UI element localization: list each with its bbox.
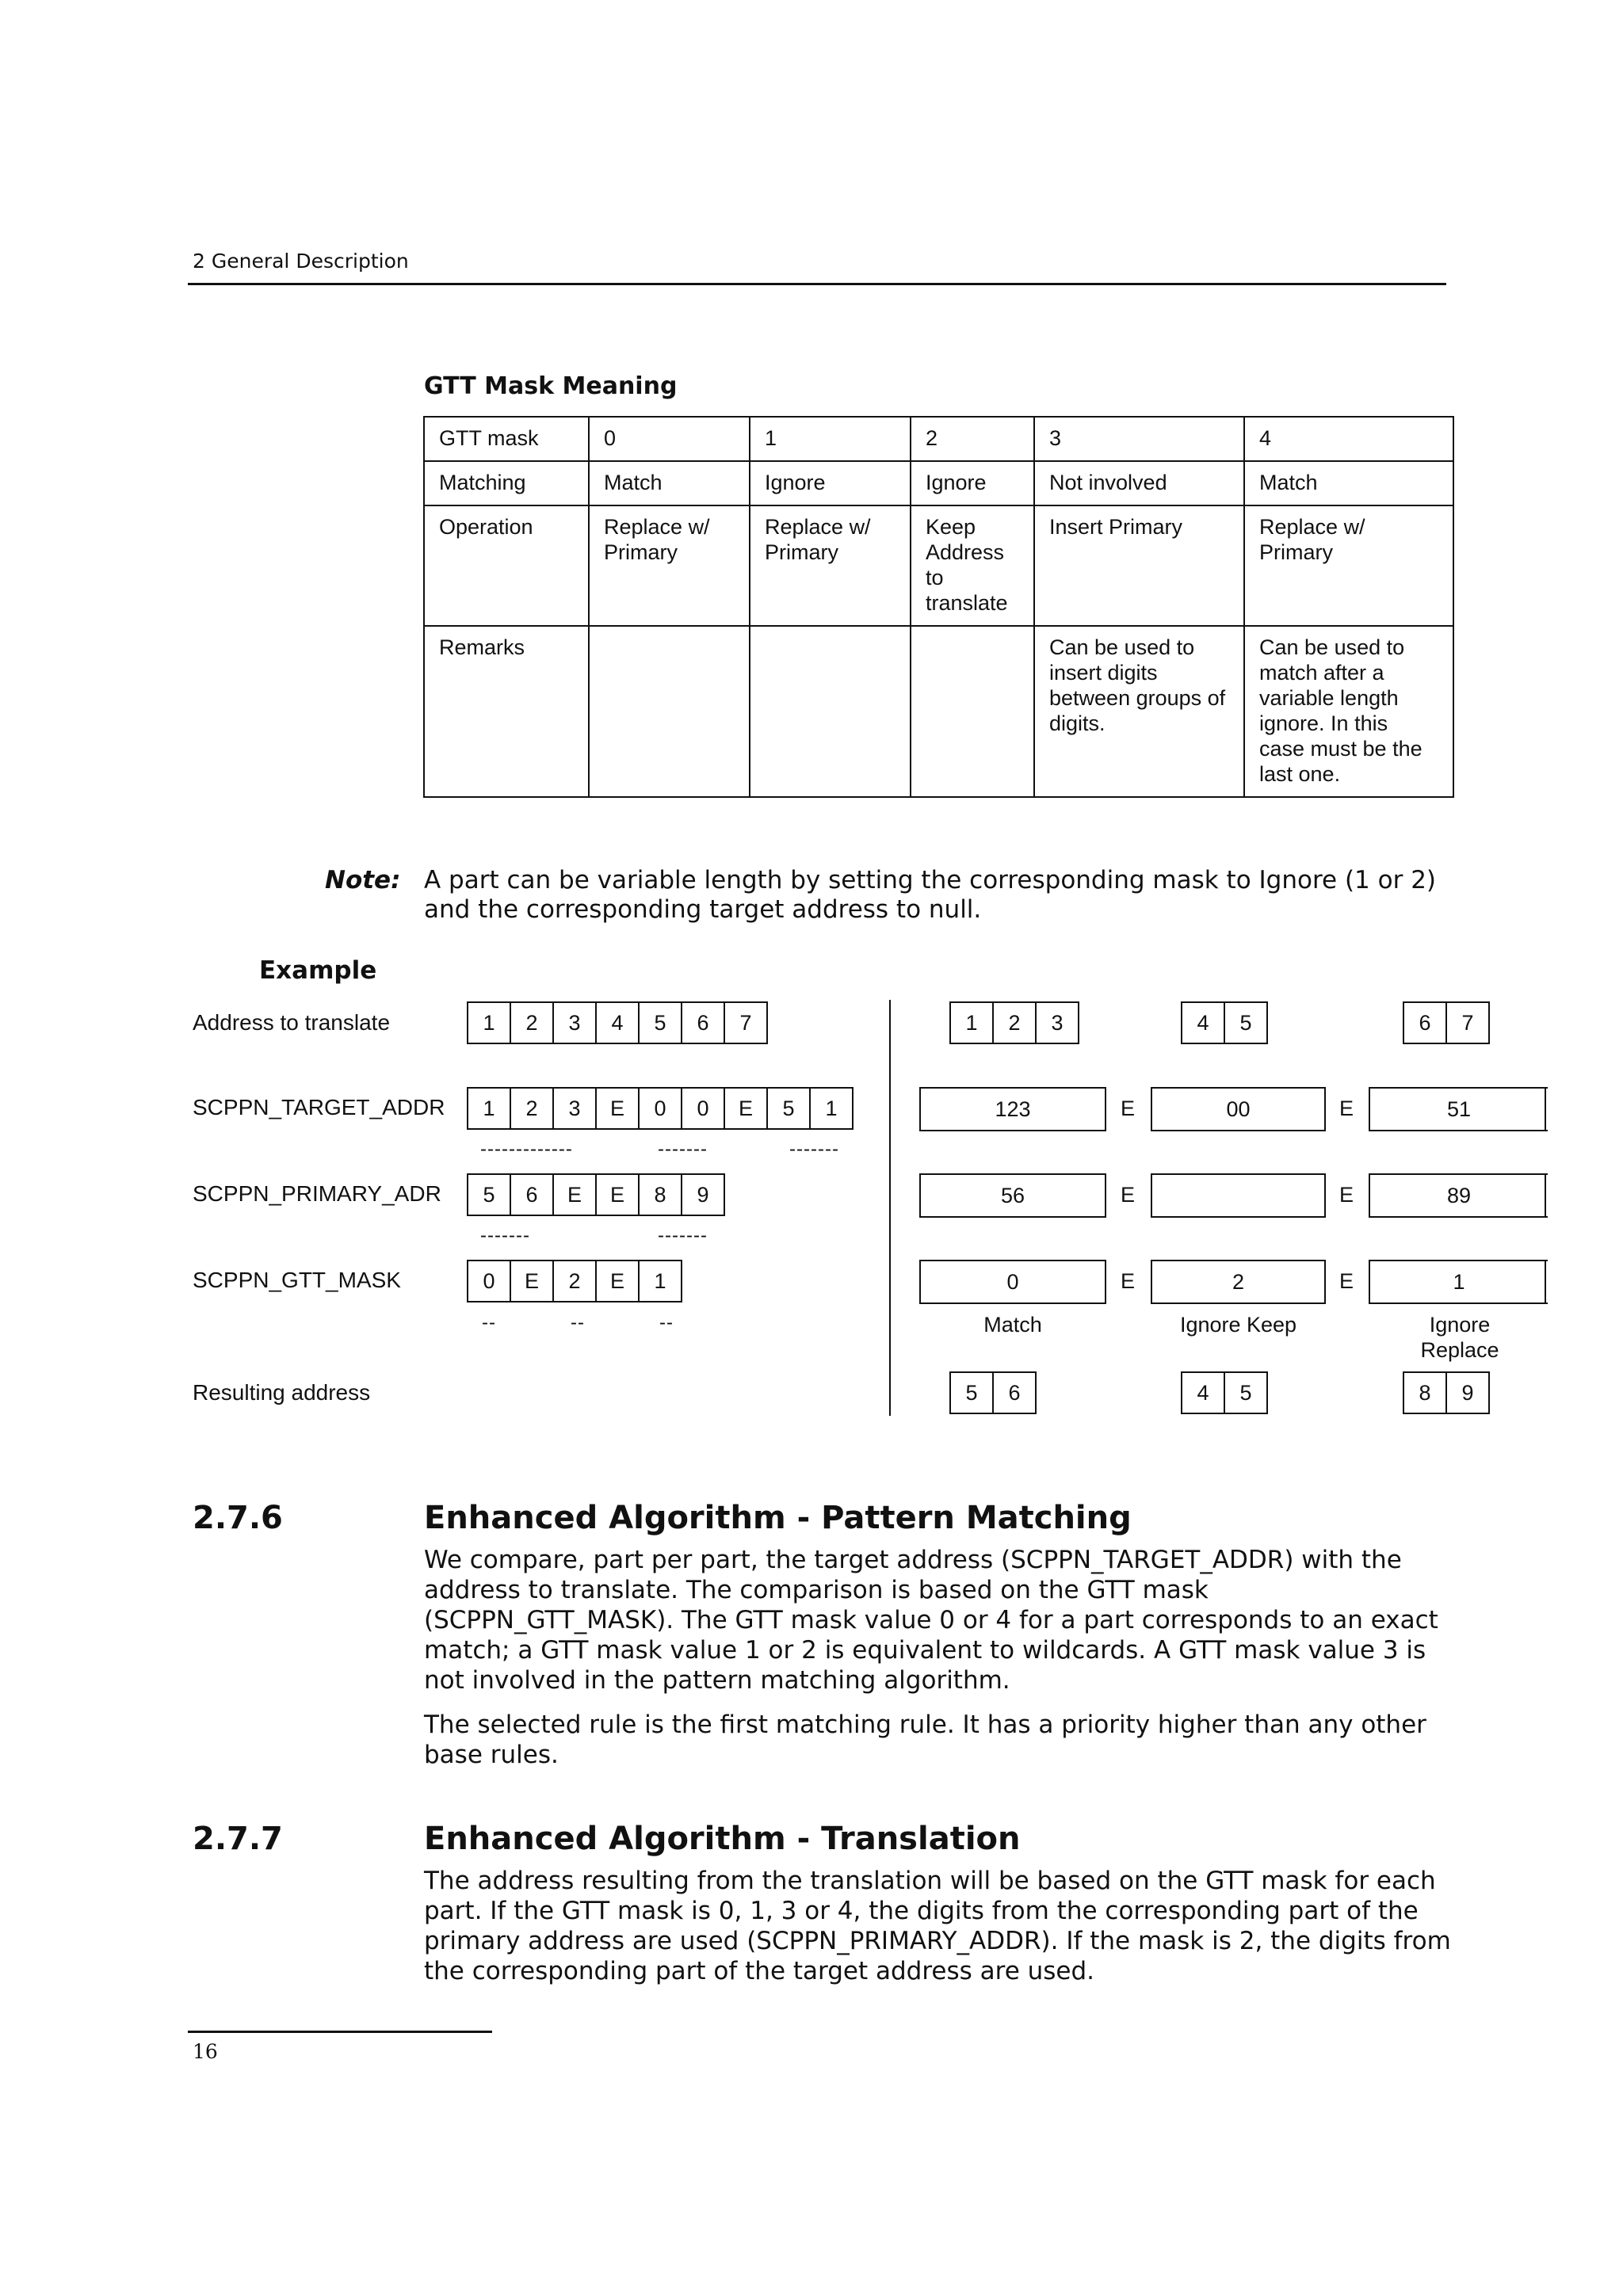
table-cell: Replace w/ Primary bbox=[589, 505, 750, 626]
digit-cell: 1 bbox=[467, 1087, 511, 1130]
section-paragraph: The address resulting from the translation will be based on the GTT mask for each part. If the GTT mask is 0, 1, 3 or 4, the digits from the corresponding part of the primary address are used (SCPPN_PRIMARY_ADDR). If the mask is 2, the digits from the corresponding part of the target address are used. bbox=[424, 1867, 1451, 1985]
digit-cell: 5 bbox=[467, 1173, 511, 1216]
part1-mask: 0 bbox=[919, 1260, 1106, 1304]
digit-cell: 6 bbox=[510, 1173, 554, 1216]
mask-digits bbox=[467, 1260, 682, 1302]
digit-cell: 6 bbox=[992, 1371, 1037, 1414]
digit-cell: 3 bbox=[1035, 1001, 1079, 1044]
example-divider bbox=[889, 1000, 891, 1416]
table-cell: Can be used to insert digits between groups of digits. bbox=[1034, 626, 1244, 797]
section-number: 2.7.6 bbox=[193, 1500, 283, 1536]
section-title: Enhanced Algorithm - Translation bbox=[424, 1821, 1021, 1857]
table-cell: 1 bbox=[750, 417, 911, 461]
section-title: Enhanced Algorithm - Pattern Matching bbox=[424, 1500, 1132, 1536]
digit-cell: 2 bbox=[510, 1001, 554, 1044]
digit-cell: E bbox=[595, 1173, 640, 1216]
digit-cell: 8 bbox=[638, 1173, 682, 1216]
table-cell: Match bbox=[1244, 461, 1453, 505]
mask-dash: -- bbox=[571, 1312, 585, 1333]
digit-cell: 4 bbox=[595, 1001, 640, 1044]
separator: E bbox=[1339, 1269, 1354, 1293]
digit-cell: 2 bbox=[510, 1087, 554, 1130]
table-cell: Match bbox=[589, 461, 750, 505]
row-label-target: SCPPN_TARGET_ADDR bbox=[193, 1095, 445, 1119]
digit-cell: E bbox=[552, 1173, 597, 1216]
table-cell: Replace w/ Primary bbox=[750, 505, 911, 626]
digit-cell: 4 bbox=[1181, 1001, 1225, 1044]
table-title: GTT Mask Meaning bbox=[424, 372, 678, 400]
table-cell: Operation bbox=[424, 505, 589, 626]
digit-cell: 8 bbox=[1403, 1371, 1447, 1414]
part1-target: 123 bbox=[919, 1087, 1106, 1131]
gtt-mask-table bbox=[423, 416, 1454, 798]
digit-cell: E bbox=[510, 1260, 554, 1302]
digit-cell: E bbox=[595, 1260, 640, 1302]
part3-mask: 1 bbox=[1369, 1260, 1548, 1304]
target-dash: ------- bbox=[789, 1138, 839, 1160]
separator: E bbox=[1339, 1097, 1354, 1120]
part1-result bbox=[949, 1371, 1037, 1414]
digit-cell: 2 bbox=[992, 1001, 1037, 1044]
separator: E bbox=[1121, 1183, 1136, 1207]
table-cell: GTT mask bbox=[424, 417, 589, 461]
digit-cell: 5 bbox=[949, 1371, 994, 1414]
primary-dash: ------- bbox=[480, 1225, 530, 1246]
part1-address bbox=[949, 1001, 1079, 1044]
primary-dash: ------- bbox=[658, 1225, 708, 1246]
running-header: 2 General Description bbox=[193, 250, 409, 273]
row-label-result: Resulting address bbox=[193, 1380, 371, 1405]
separator: E bbox=[1121, 1269, 1136, 1293]
table-cell: Insert Primary bbox=[1034, 505, 1244, 626]
example-label: Example bbox=[259, 956, 377, 985]
digit-cell: 3 bbox=[552, 1087, 597, 1130]
part1-caption: Match bbox=[983, 1313, 1042, 1337]
table-row bbox=[424, 461, 1453, 505]
page-number: 16 bbox=[193, 2040, 218, 2063]
digit-cell: 1 bbox=[809, 1087, 854, 1130]
table-cell: Remarks bbox=[424, 626, 589, 797]
part3-primary: 89 bbox=[1369, 1173, 1548, 1218]
note-label: Note: bbox=[325, 866, 401, 894]
header-rule bbox=[188, 283, 1446, 285]
table-cell: 4 bbox=[1244, 417, 1453, 461]
digit-cell: 0 bbox=[681, 1087, 725, 1130]
target-dash: ------- bbox=[658, 1138, 708, 1160]
table-row bbox=[424, 505, 1453, 626]
table-cell: 0 bbox=[589, 417, 750, 461]
digit-cell: 9 bbox=[1445, 1371, 1490, 1414]
digit-cell: 7 bbox=[1445, 1001, 1490, 1044]
part3-caption: Ignore Replace bbox=[1420, 1313, 1499, 1362]
separator: E bbox=[1121, 1097, 1136, 1120]
digit-cell: 1 bbox=[467, 1001, 511, 1044]
digit-cell: E bbox=[595, 1087, 640, 1130]
address-digits bbox=[467, 1001, 768, 1044]
note-text: A part can be variable length by setting the corresponding mask to Ignore (1 or 2) and the corresponding target address to null. bbox=[424, 866, 1437, 924]
digit-cell: 7 bbox=[724, 1001, 768, 1044]
table-cell: Keep Address to translate bbox=[911, 505, 1034, 626]
table-cell bbox=[750, 626, 911, 797]
table-cell bbox=[589, 626, 750, 797]
digit-cell: 6 bbox=[681, 1001, 725, 1044]
table-cell: 3 bbox=[1034, 417, 1244, 461]
box-edge bbox=[1545, 1087, 1546, 1131]
target-dash: ------------- bbox=[480, 1138, 573, 1160]
section-number: 2.7.7 bbox=[193, 1821, 283, 1857]
box-edge bbox=[1545, 1173, 1546, 1218]
table-cell bbox=[911, 626, 1034, 797]
digit-cell: 5 bbox=[1224, 1371, 1268, 1414]
part1-primary: 56 bbox=[919, 1173, 1106, 1218]
digit-cell: 5 bbox=[1224, 1001, 1268, 1044]
target-digits bbox=[467, 1087, 854, 1130]
section-paragraph: The selected rule is the first matching rule. It has a priority higher than any other base rules. bbox=[424, 1711, 1426, 1769]
part2-primary bbox=[1151, 1173, 1326, 1218]
row-label-primary: SCPPN_PRIMARY_ADR bbox=[193, 1181, 441, 1206]
table-cell: Can be used to match after a variable length ignore. In this case must be the last one. bbox=[1244, 626, 1453, 797]
table-cell: 2 bbox=[911, 417, 1034, 461]
digit-cell: 9 bbox=[681, 1173, 725, 1216]
part2-mask: 2 bbox=[1151, 1260, 1326, 1304]
mask-dash: -- bbox=[659, 1312, 674, 1333]
table-cell: Ignore bbox=[750, 461, 911, 505]
part3-target: 51 bbox=[1369, 1087, 1548, 1131]
part2-result bbox=[1181, 1371, 1268, 1414]
digit-cell: 4 bbox=[1181, 1371, 1225, 1414]
digit-cell: 6 bbox=[1403, 1001, 1447, 1044]
part2-address bbox=[1181, 1001, 1268, 1044]
table-cell: Matching bbox=[424, 461, 589, 505]
digit-cell: 2 bbox=[552, 1260, 597, 1302]
digit-cell: 3 bbox=[552, 1001, 597, 1044]
mask-dash: -- bbox=[482, 1312, 496, 1333]
digit-cell: 1 bbox=[949, 1001, 994, 1044]
part3-address bbox=[1403, 1001, 1490, 1044]
digit-cell: 1 bbox=[638, 1260, 682, 1302]
table-row bbox=[424, 417, 1453, 461]
table-cell: Not involved bbox=[1034, 461, 1244, 505]
row-label-mask: SCPPN_GTT_MASK bbox=[193, 1268, 401, 1292]
part2-caption: Ignore Keep bbox=[1179, 1313, 1297, 1337]
section-paragraph: We compare, part per part, the target address (SCPPN_TARGET_ADDR) with the address to translate. The comparison is based on the GTT mask (SCPPN_GTT_MASK). The GTT mask value 0 or 4 for a part corresponds to an exact match; a GTT mask value 1 or 2 is equivalent to wildcards. A GTT mask value 3 is not involved in the pattern matching algorithm. bbox=[424, 1546, 1438, 1695]
part3-result bbox=[1403, 1371, 1490, 1414]
footer-rule bbox=[188, 2031, 492, 2033]
table-cell: Replace w/ Primary bbox=[1244, 505, 1453, 626]
table-cell: Ignore bbox=[911, 461, 1034, 505]
box-edge bbox=[1545, 1260, 1546, 1304]
digit-cell: 0 bbox=[638, 1087, 682, 1130]
digit-cell: E bbox=[724, 1087, 768, 1130]
digit-cell: 5 bbox=[766, 1087, 811, 1130]
digit-cell: 5 bbox=[638, 1001, 682, 1044]
separator: E bbox=[1339, 1183, 1354, 1207]
part2-target: 00 bbox=[1151, 1087, 1326, 1131]
table-row bbox=[424, 626, 1453, 797]
primary-digits bbox=[467, 1173, 725, 1216]
digit-cell: 0 bbox=[467, 1260, 511, 1302]
row-label-address: Address to translate bbox=[193, 1010, 391, 1035]
